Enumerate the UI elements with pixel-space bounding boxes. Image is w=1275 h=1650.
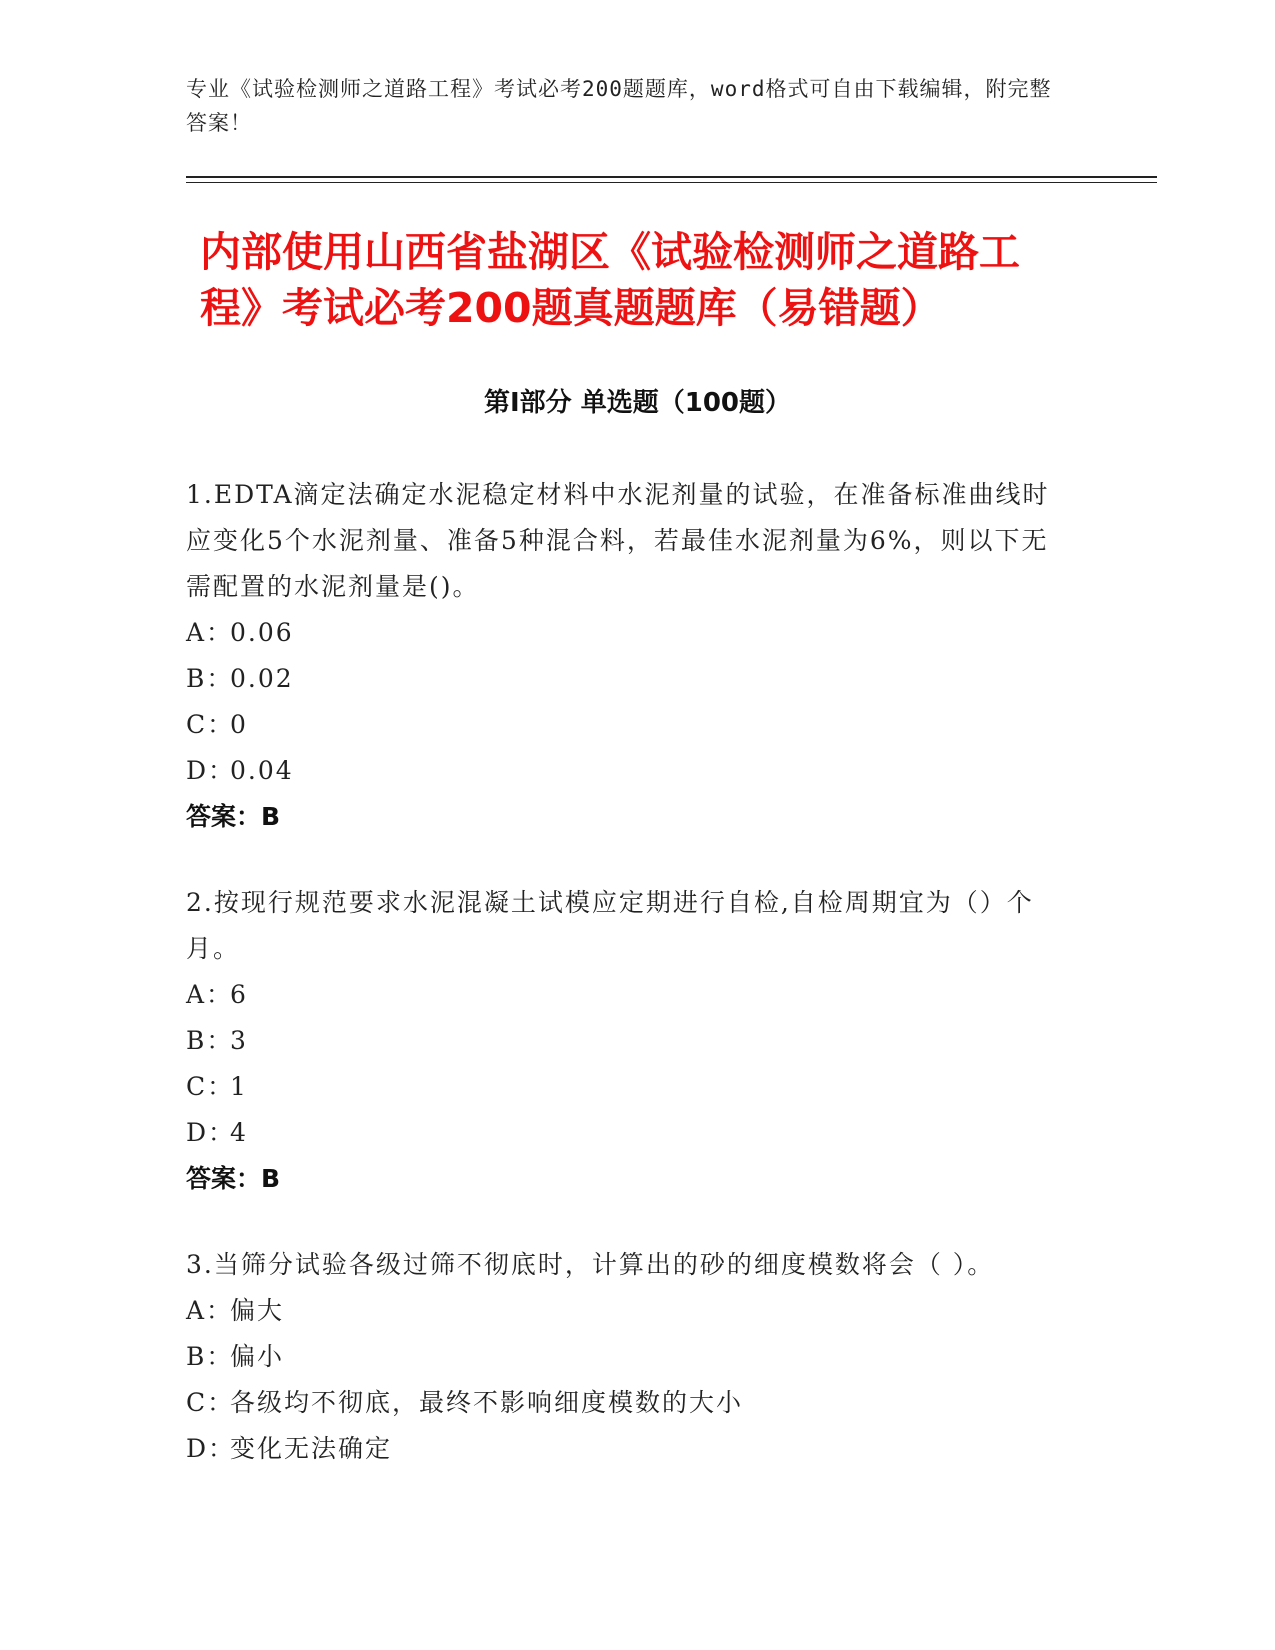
answer-value: B: [261, 1164, 281, 1193]
option-text: 3: [230, 1026, 248, 1055]
option-c: [186, 1064, 1066, 1110]
option-text: 6: [230, 980, 248, 1009]
option-letter: D：: [186, 1118, 236, 1147]
option-text: 4: [230, 1118, 248, 1147]
option-b: [186, 1334, 1066, 1380]
option-a: [186, 972, 1066, 1018]
option-b: [186, 1018, 1066, 1064]
question-stem: 3.当筛分试验各级过筛不彻底时，计算出的砂的细度模数将会（ ）。: [186, 1250, 995, 1279]
question-list: [186, 472, 1066, 1512]
question-stem: 2.按现行规范要求水泥混凝土试模应定期进行自检,自检周期宜为（）个月。: [186, 888, 1034, 963]
option-letter: C：: [186, 710, 235, 739]
option-letter: D：: [186, 1434, 236, 1463]
option-letter: C：: [186, 1072, 235, 1101]
option-text: 各级均不彻底，最终不影响细度模数的大小: [230, 1388, 744, 1417]
option-text: 0: [230, 710, 248, 739]
answer-line: [186, 1156, 1066, 1202]
answer-line: [186, 794, 1066, 840]
option-text: 0.04: [230, 756, 294, 785]
answer-value: B: [261, 802, 281, 831]
question-stem: 1.EDTA滴定法确定水泥稳定材料中水泥剂量的试验，在准备标准曲线时应变化5个水泥剂量、准备5种混合料，若最佳水泥剂量为6%，则以下无需配置的水泥剂量是()。: [186, 480, 1050, 601]
option-text: 0.06: [230, 618, 294, 647]
section-title: 第I部分 单选题（100题）: [484, 388, 791, 418]
option-text: 变化无法确定: [230, 1434, 393, 1463]
option-text: 偏小: [230, 1342, 285, 1371]
question-2: [186, 880, 1066, 1202]
answer-prefix: 答案：: [186, 802, 262, 831]
document-title: 内部使用山西省盐湖区《试验检测师之道路工程》考试必考200题真题题库（易错题）: [200, 228, 1020, 332]
option-letter: B：: [186, 1342, 234, 1371]
answer-prefix: 答案：: [186, 1164, 262, 1193]
option-b: [186, 656, 1066, 702]
header-note: 专业《试验检测师之道路工程》考试必考200题题库，word格式可自由下载编辑，附完整答案！: [186, 77, 1052, 135]
option-letter: C：: [186, 1388, 235, 1417]
question-1: [186, 472, 1066, 840]
option-c: [186, 702, 1066, 748]
option-letter: A：: [186, 1296, 234, 1325]
question-3: [186, 1242, 1066, 1472]
option-letter: A：: [186, 618, 234, 647]
header-divider-thin: [186, 182, 1157, 183]
option-c: [186, 1380, 1066, 1426]
option-letter: A：: [186, 980, 234, 1009]
option-a: [186, 1288, 1066, 1334]
option-text: 0.02: [230, 664, 294, 693]
option-d: [186, 748, 1066, 794]
option-a: [186, 610, 1066, 656]
option-letter: B：: [186, 664, 234, 693]
option-letter: D：: [186, 756, 236, 785]
option-d: [186, 1426, 1066, 1472]
option-text: 1: [230, 1072, 248, 1101]
option-letter: B：: [186, 1026, 234, 1055]
option-text: 偏大: [230, 1296, 285, 1325]
header-divider-thick: [186, 176, 1157, 178]
option-d: [186, 1110, 1066, 1156]
